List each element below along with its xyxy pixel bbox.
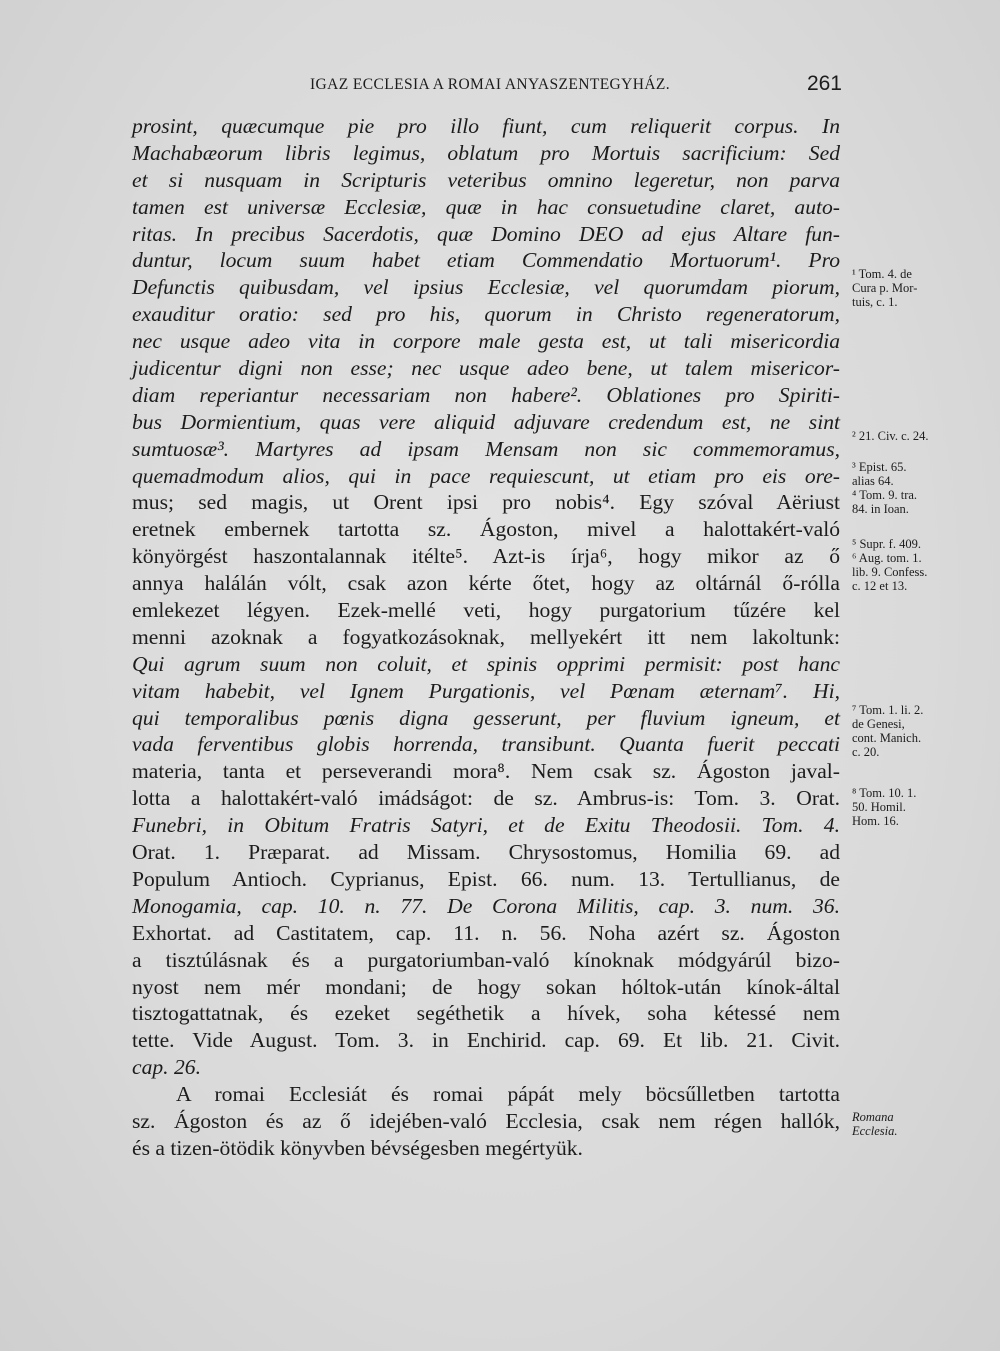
margin-note-line: lib. 9. Confess.: [852, 565, 928, 579]
margin-note-line: cont. Manich.: [852, 731, 922, 745]
text-line: et si nusquam in Scripturis veteribus omnino legeretur, non parva: [132, 167, 840, 192]
text-line: exauditur oratio: sed pro his, quorum in Christo regeneratorum,: [132, 302, 840, 327]
text-line: Populum Antioch. Cyprianus, Epist. 66. num. 13. Tertullianus, de: [132, 866, 840, 891]
text-line: emlekezet légyen. Ezek-mellé veti, hogy purgatorium tűzére kel: [132, 598, 840, 623]
text-line: lotta a halottakért-való imádságot: de sz. Ambrus-is: Tom. 3. Orat.: [132, 786, 840, 811]
text-line: materia, tanta et perseverandi mora⁸. Nem csak sz. Ágoston javal-: [132, 759, 840, 784]
text-line: nec usque adeo vita in corpore male gesta est, ut tali misericordia: [132, 329, 840, 354]
running-header: [130, 72, 842, 102]
margin-note-line: alias 64.: [852, 474, 894, 488]
margin-note-line: 50. Homil.: [852, 800, 906, 814]
text-line: Monogamia, cap. 10. n. 77. De Corona Militis, cap. 3. num. 36.: [132, 893, 840, 918]
text-line: a tisztúlásnak és a purgatoriumban-való kínoknak módgyárúl bizo-: [132, 947, 840, 972]
margin-note-line: ² 21. Civ. c. 24.: [852, 429, 929, 443]
text-line: tette. Vide August. Tom. 3. in Enchirid. cap. 69. Et lib. 21. Civit.: [132, 1028, 840, 1053]
text-line: Orat. 1. Præparat. ad Missam. Chrysostomus, Homilia 69. ad: [132, 840, 840, 865]
text-line: eretnek embernek tartotta sz. Ágoston, mivel a halottakért-való: [132, 517, 840, 542]
text-line: ritas. In precibus Sacerdotis, quæ Domino DEO ad ejus Altare fun-: [132, 221, 840, 246]
margin-note-line: ⁴ Tom. 9. tra.: [852, 488, 918, 502]
text-line: cap. 26.: [132, 1055, 201, 1080]
margin-note-2: [852, 429, 992, 443]
margin-note-line: ⁷ Tom. 1. li. 2.: [852, 703, 924, 717]
margin-note-line: Hom. 16.: [852, 814, 899, 828]
margin-note-line: ⁶ Aug. tom. 1.: [852, 551, 922, 565]
text-line: Funebri, in Obitum Fratris Satyri, et de Exitu Theodosii. Tom. 4.: [132, 813, 840, 838]
text-line: bus Dormientium, quas vere aliquid adjuvare credendum est, ne sint: [132, 409, 840, 434]
text-line: mus; sed magis, ut Orent ipsi pro nobis⁴. Egy szóval Aëriust: [132, 490, 840, 515]
text-line: diam reperiantur necessariam non habere². Oblationes pro Spiriti-: [132, 382, 840, 407]
body-text: [132, 113, 840, 1162]
margin-note-line: c. 20.: [852, 745, 880, 759]
text-line: Exhortat. ad Castitatem, cap. 11. n. 56. Noha azért sz. Ágoston: [132, 920, 840, 945]
margin-note-line: ³ Epist. 65.: [852, 460, 907, 474]
text-line: sz. Ágoston és az ő idejében-való Ecclesia, csak nem régen hallók,: [132, 1108, 840, 1133]
text-line: tamen est universæ Ecclesiæ, quæ in hac consuetudine claret, auto-: [132, 194, 840, 219]
margin-note-1: [852, 267, 992, 309]
text-line: vada ferventibus globis horrenda, transibunt. Quanta fuerit peccati: [132, 732, 840, 757]
margin-note-line: 84. in Ioan.: [852, 502, 909, 516]
text-line: könyörgést haszontalannak itélte⁵. Azt-is írja⁶, hogy mikor az ő: [132, 544, 840, 569]
text-line: annya halálán vólt, csak azon kérte őtet, hogy az oltárnál ő-rólla: [132, 571, 840, 596]
text-line: és a tizen-ötödik könyvben bévségesben megértyük.: [132, 1135, 583, 1160]
margin-note-line: ¹ Tom. 4. de: [852, 267, 912, 281]
margin-note-line: ⁵ Supr. f. 409.: [852, 537, 921, 551]
text-line: Machabæorum libris legimus, oblatum pro Mortuis sacrificium: Sed: [132, 140, 840, 165]
margin-note-3: [852, 460, 992, 516]
margin-note-line: Cura p. Mor-: [852, 281, 918, 295]
text-line: duntur, locum suum habet etiam Commendatio Mortuorum¹. Pro: [132, 248, 840, 273]
page-number: 261: [806, 72, 842, 95]
header-title: IGAZ ECCLESIA A ROMAI ANYASZENTEGYHÁZ.: [310, 76, 671, 93]
text-line: prosint, quæcumque pie pro illo fiunt, cum reliquerit corpus. In: [132, 114, 840, 138]
margin-note-line: c. 12 et 13.: [852, 579, 908, 593]
text-line: vitam habebit, vel Ignem Purgationis, vel Pœnam æternam⁷. Hi,: [132, 678, 840, 703]
margin-note-line: ⁸ Tom. 10. 1.: [852, 786, 917, 800]
text-line: judicentur digni non esse; nec usque adeo bene, ut talem misericor-: [132, 356, 840, 381]
margin-note-line: Ecclesia.: [852, 1124, 898, 1138]
text-line: menni azoknak a fogyatkozásoknak, mellyekért itt nem lakoltunk:: [132, 624, 840, 649]
margin-note-7: [852, 1110, 992, 1138]
margin-note-4: [852, 537, 992, 593]
text-line: nyost nem mér mondani; de hogy sokan hóltok-után kínok-által: [132, 974, 840, 999]
margin-note-5: [852, 703, 992, 759]
text-line: sumtuosæ³. Martyres ad ipsam Mensam non sic commemoramus,: [132, 436, 840, 461]
text-line: qui temporalibus pœnis digna gesserunt, per fluvium igneum, et: [132, 705, 840, 730]
text-line: tisztogattatnak, és ezeket segéthetik a hívek, soha kétessé nem: [132, 1001, 840, 1026]
text-line: Qui agrum suum non coluit, et spinis opprimi permisit: post hanc: [132, 651, 840, 676]
text-line: A romai Ecclesiát és romai pápát mely böcsűlletben tartotta: [176, 1082, 840, 1107]
margin-note-line: Romana: [852, 1110, 894, 1124]
margin-note-line: de Genesi,: [852, 717, 905, 731]
text-line: quemadmodum alios, qui in pace requiescunt, ut etiam pro eis ore-: [132, 463, 840, 488]
margin-note-line: tuis, c. 1.: [852, 295, 898, 309]
margin-note-6: [852, 786, 992, 828]
text-line: Defunctis quibusdam, vel ipsius Ecclesiæ, vel quorumdam piorum,: [132, 275, 840, 300]
